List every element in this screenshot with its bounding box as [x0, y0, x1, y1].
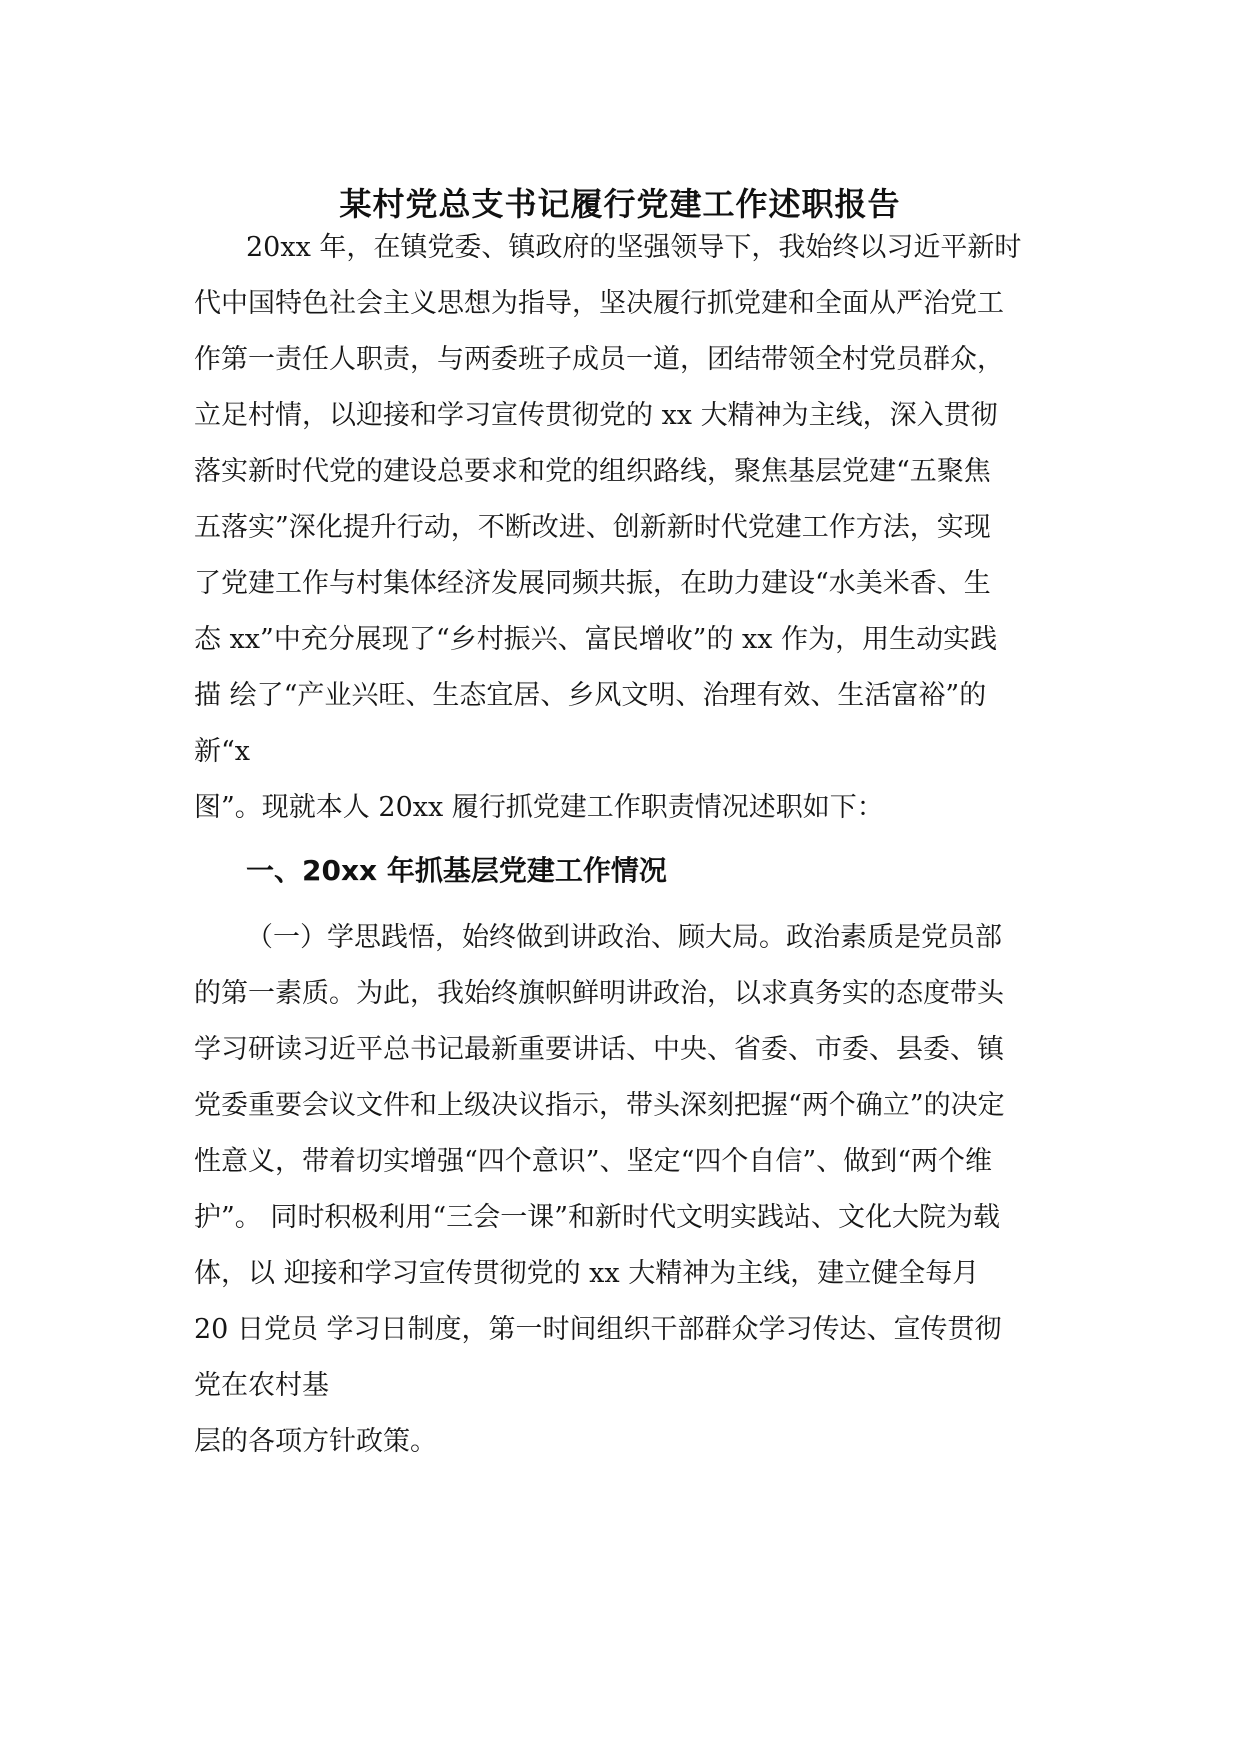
paragraph-2-line: 层的各项方针政策。	[194, 1426, 437, 1457]
paragraph-2-line: 性意义，带着切实增强“四个意识”、坚定“四个自信”、做到“两个维	[194, 1146, 993, 1177]
paragraph-1-line: 五落实”深化提升行动，不断改进、创新新时代党建工作方法，实现	[194, 512, 991, 543]
paragraph-1-line: 代中国特色社会主义思想为指导，坚决履行抓党建和全面从严治党工	[194, 288, 1004, 319]
paragraph-2-line: 党委重要会议文件和上级决议指示，带头深刻把握“两个确立”的决定	[194, 1090, 1005, 1121]
paragraph-2-line: 学习研读习近平总书记最新重要讲话、中央、省委、市委、县委、镇	[194, 1034, 1004, 1065]
paragraph-2-line: 20 日党员 学习日制度，第一时间组织干部群众学习传达、宣传贯彻	[194, 1314, 1002, 1345]
paragraph-1-line: 落实新时代党的建设总要求和党的组织路线，聚焦基层党建“五聚焦	[194, 456, 991, 487]
paragraph-1-line: 描 绘了“产业兴旺、生态宜居、乡风文明、治理有效、生活富裕”的	[194, 680, 987, 711]
paragraph-2-line: 护”。 同时积极利用“三会一课”和新时代文明实践站、文化大院为载	[194, 1202, 1000, 1233]
paragraph-1-line: 图”。现就本人 20xx 履行抓党建工作职责情况述职如下：	[194, 792, 884, 823]
paragraph-1-line: 了党建工作与村集体经济发展同频共振，在助力建设“水美米香、生	[194, 568, 991, 599]
paragraph-2-line: 党在农村基	[194, 1370, 329, 1401]
paragraph-2-line: 的第一素质。为此，我始终旗帜鲜明讲政治，以求真务实的态度带头	[194, 978, 1004, 1009]
paragraph-1-line: 新“x	[194, 736, 251, 767]
document-title: 某村党总支书记履行党建工作述职报告	[339, 185, 901, 223]
paragraph-2-line: （一）学思践悟，始终做到讲政治、顾大局。政治素质是党员部	[246, 922, 1002, 953]
paragraph-1-line: 态 xx”中充分展现了“乡村振兴、富民增收”的 xx 作为，用生动实践	[194, 624, 998, 655]
section-heading: 一、20xx 年抓基层党建工作情况	[246, 854, 667, 887]
paragraph-1-line: 立足村情，以迎接和学习宣传贯彻党的 xx 大精神为主线，深入贯彻	[194, 400, 998, 431]
paragraph-1-line: 作第一责任人职责，与两委班子成员一道，团结带领全村党员群众，	[194, 344, 1004, 375]
paragraph-2-line: 体，以 迎接和学习宣传贯彻党的 xx 大精神为主线，建立健全每月	[194, 1258, 980, 1289]
paragraph-1-line: 20xx 年，在镇党委、镇政府的坚强领导下，我始终以习近平新时	[246, 232, 1022, 263]
